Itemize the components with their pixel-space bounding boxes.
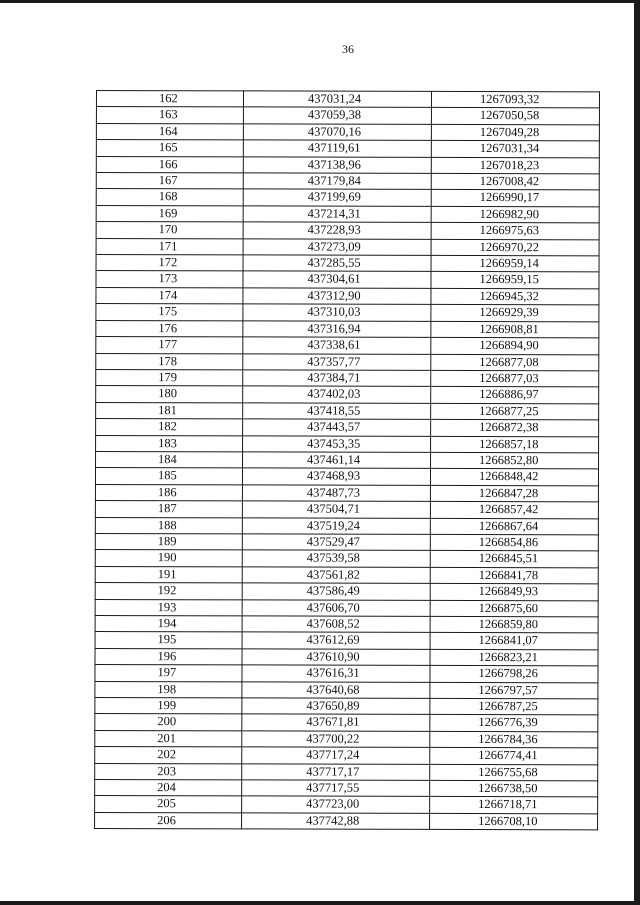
table-row — [96, 189, 599, 207]
scan-edge-bottom — [0, 901, 640, 905]
table-row — [95, 517, 598, 535]
y-coordinate-cell: 1266857,18 — [431, 436, 599, 453]
y-coordinate-cell: 1267031,34 — [431, 141, 599, 158]
y-coordinate-cell: 1266797,57 — [430, 682, 598, 699]
table-row — [95, 730, 598, 748]
table-row — [95, 665, 598, 683]
table-row — [96, 91, 599, 109]
table-row — [95, 533, 598, 551]
y-coordinate-cell: 1266849,93 — [430, 584, 598, 601]
x-coordinate-cell: 437461,14 — [243, 452, 431, 469]
point-number-cell: 162 — [96, 91, 243, 108]
table-row — [95, 796, 598, 814]
table-row — [96, 255, 599, 273]
point-number-cell: 191 — [95, 566, 242, 583]
point-number-cell: 185 — [95, 468, 242, 485]
point-number-cell: 190 — [95, 550, 242, 567]
y-coordinate-cell: 1266982,90 — [431, 206, 599, 223]
y-coordinate-cell: 1266823,21 — [430, 649, 598, 666]
table-row — [95, 714, 598, 732]
point-number-cell: 177 — [96, 337, 243, 354]
table-row — [96, 386, 599, 404]
x-coordinate-cell: 437285,55 — [243, 255, 431, 272]
point-number-cell: 188 — [95, 517, 242, 534]
y-coordinate-cell: 1266798,26 — [430, 666, 598, 683]
y-coordinate-cell: 1266877,25 — [431, 403, 599, 420]
x-coordinate-cell: 437612,69 — [242, 632, 430, 649]
table-row — [95, 632, 598, 650]
x-coordinate-cell: 437453,35 — [243, 435, 431, 452]
y-coordinate-cell: 1266877,03 — [431, 370, 599, 387]
table-row — [96, 304, 599, 322]
x-coordinate-cell: 437312,90 — [243, 288, 431, 305]
table-row — [96, 156, 599, 174]
table-row — [96, 205, 599, 223]
y-coordinate-cell: 1266894,90 — [431, 337, 599, 354]
x-coordinate-cell: 437616,31 — [242, 665, 430, 682]
scan-edge-right — [634, 0, 640, 905]
point-number-cell: 203 — [95, 763, 242, 780]
x-coordinate-cell: 437304,61 — [243, 271, 431, 288]
y-coordinate-cell: 1266867,64 — [430, 518, 598, 535]
point-number-cell: 178 — [96, 353, 243, 370]
point-number-cell: 163 — [96, 107, 243, 124]
table-row — [96, 353, 599, 371]
x-coordinate-cell: 437443,57 — [243, 419, 431, 436]
point-number-cell: 179 — [96, 369, 243, 386]
y-coordinate-cell: 1266908,81 — [431, 321, 599, 338]
table-row — [95, 747, 598, 765]
y-coordinate-cell: 1266852,80 — [431, 452, 599, 469]
point-number-cell: 165 — [96, 140, 243, 157]
point-number-cell: 175 — [96, 304, 243, 321]
table-row — [96, 337, 599, 355]
table-row — [96, 123, 599, 141]
y-coordinate-cell: 1266872,38 — [431, 420, 599, 437]
point-number-cell: 206 — [95, 812, 242, 829]
y-coordinate-cell: 1266929,39 — [431, 305, 599, 322]
table-row — [95, 763, 598, 781]
x-coordinate-cell: 437316,94 — [243, 321, 431, 338]
table-row — [95, 566, 598, 584]
table-row — [95, 780, 598, 798]
point-number-cell: 180 — [96, 386, 243, 403]
point-number-cell: 201 — [95, 730, 242, 747]
table-row — [96, 238, 599, 256]
coordinates-table-body — [95, 91, 600, 831]
point-number-cell: 205 — [95, 796, 242, 813]
x-coordinate-cell: 437487,73 — [242, 485, 430, 502]
point-number-cell: 189 — [95, 533, 242, 550]
x-coordinate-cell: 437650,89 — [242, 698, 430, 715]
x-coordinate-cell: 437539,58 — [242, 550, 430, 567]
table-row — [95, 550, 598, 568]
point-number-cell: 167 — [96, 173, 243, 190]
x-coordinate-cell: 437357,77 — [243, 353, 431, 370]
point-number-cell: 204 — [95, 780, 242, 797]
table-row — [95, 501, 598, 519]
y-coordinate-cell: 1266859,80 — [430, 616, 598, 633]
y-coordinate-cell: 1267093,32 — [431, 91, 599, 108]
point-number-cell: 193 — [95, 599, 242, 616]
y-coordinate-cell: 1266945,32 — [431, 288, 599, 305]
point-number-cell: 198 — [95, 681, 242, 698]
x-coordinate-cell: 437031,24 — [243, 91, 431, 108]
x-coordinate-cell: 437519,24 — [242, 517, 430, 534]
table-row — [96, 320, 599, 338]
table-row — [95, 615, 598, 633]
scan-edge-top — [0, 0, 640, 3]
x-coordinate-cell: 437199,69 — [243, 189, 431, 206]
y-coordinate-cell: 1266959,15 — [431, 272, 599, 289]
y-coordinate-cell: 1266848,42 — [430, 469, 598, 486]
table-row — [95, 812, 598, 830]
point-number-cell: 194 — [95, 615, 242, 632]
table-row — [95, 698, 598, 716]
point-number-cell: 186 — [95, 484, 242, 501]
x-coordinate-cell: 437059,38 — [243, 107, 431, 124]
point-number-cell: 181 — [96, 402, 243, 419]
y-coordinate-cell: 1266738,50 — [430, 780, 598, 797]
y-coordinate-cell: 1266784,36 — [430, 731, 598, 748]
table-row — [96, 107, 599, 125]
y-coordinate-cell: 1266845,51 — [430, 551, 598, 568]
x-coordinate-cell: 437529,47 — [242, 534, 430, 551]
page-number: 36 — [342, 42, 354, 56]
table-row — [96, 140, 599, 158]
point-number-cell: 182 — [96, 419, 243, 436]
point-number-cell: 171 — [96, 238, 243, 255]
y-coordinate-cell: 1266886,97 — [431, 387, 599, 404]
table-row — [95, 599, 598, 617]
y-coordinate-cell: 1266959,14 — [431, 255, 599, 272]
point-number-cell: 184 — [96, 451, 243, 468]
y-coordinate-cell: 1266841,07 — [430, 633, 598, 650]
coordinates-table — [94, 90, 600, 831]
x-coordinate-cell: 437671,81 — [242, 714, 430, 731]
y-coordinate-cell: 1267018,23 — [431, 157, 599, 174]
table-row — [96, 435, 599, 453]
x-coordinate-cell: 437138,96 — [243, 157, 431, 174]
table-row — [95, 648, 598, 666]
table-row — [96, 419, 599, 437]
y-coordinate-cell: 1266975,63 — [431, 223, 599, 240]
x-coordinate-cell: 437468,93 — [242, 468, 430, 485]
y-coordinate-cell: 1266774,41 — [430, 748, 598, 765]
point-number-cell: 170 — [96, 222, 243, 239]
y-coordinate-cell: 1267008,42 — [431, 173, 599, 190]
x-coordinate-cell: 437504,71 — [242, 501, 430, 518]
point-number-cell: 199 — [95, 698, 242, 715]
x-coordinate-cell: 437310,03 — [243, 304, 431, 321]
y-coordinate-cell: 1266854,86 — [430, 534, 598, 551]
y-coordinate-cell: 1266776,39 — [430, 715, 598, 732]
point-number-cell: 192 — [95, 583, 242, 600]
x-coordinate-cell: 437717,17 — [242, 764, 430, 781]
x-coordinate-cell: 437179,84 — [243, 173, 431, 190]
point-number-cell: 173 — [96, 271, 243, 288]
x-coordinate-cell: 437717,55 — [242, 780, 430, 797]
x-coordinate-cell: 437700,22 — [242, 731, 430, 748]
point-number-cell: 176 — [96, 320, 243, 337]
y-coordinate-cell: 1266875,60 — [430, 600, 598, 617]
table-row — [96, 271, 599, 289]
point-number-cell: 195 — [95, 632, 242, 649]
y-coordinate-cell: 1266841,78 — [430, 567, 598, 584]
table-row — [95, 583, 598, 601]
point-number-cell: 202 — [95, 747, 242, 764]
table-row — [96, 287, 599, 305]
x-coordinate-cell: 437742,88 — [242, 813, 430, 830]
table-row — [95, 681, 598, 699]
x-coordinate-cell: 437640,68 — [242, 682, 430, 699]
point-number-cell: 169 — [96, 205, 243, 222]
y-coordinate-cell: 1266970,22 — [431, 239, 599, 256]
x-coordinate-cell: 437273,09 — [243, 239, 431, 256]
point-number-cell: 197 — [95, 665, 242, 682]
y-coordinate-cell: 1267050,58 — [431, 108, 599, 125]
point-number-cell: 187 — [95, 501, 242, 518]
y-coordinate-cell: 1266708,10 — [430, 813, 598, 830]
x-coordinate-cell: 437561,82 — [242, 567, 430, 584]
point-number-cell: 168 — [96, 189, 243, 206]
point-number-cell: 183 — [96, 435, 243, 452]
x-coordinate-cell: 437606,70 — [242, 599, 430, 616]
x-coordinate-cell: 437610,90 — [242, 649, 430, 666]
x-coordinate-cell: 437608,52 — [242, 616, 430, 633]
table-row — [96, 222, 599, 240]
point-number-cell: 174 — [96, 287, 243, 304]
x-coordinate-cell: 437338,61 — [243, 337, 431, 354]
table-row — [95, 468, 598, 486]
y-coordinate-cell: 1267049,28 — [431, 124, 599, 141]
x-coordinate-cell: 437723,00 — [242, 796, 430, 813]
x-coordinate-cell: 437119,61 — [243, 140, 431, 157]
point-number-cell: 196 — [95, 648, 242, 665]
y-coordinate-cell: 1266877,08 — [431, 354, 599, 371]
y-coordinate-cell: 1266755,68 — [430, 764, 598, 781]
y-coordinate-cell: 1266718,71 — [430, 797, 598, 814]
y-coordinate-cell: 1266787,25 — [430, 698, 598, 715]
x-coordinate-cell: 437402,03 — [243, 386, 431, 403]
x-coordinate-cell: 437384,71 — [243, 370, 431, 387]
y-coordinate-cell: 1266847,28 — [430, 485, 598, 502]
point-number-cell: 164 — [96, 123, 243, 140]
x-coordinate-cell: 437717,24 — [242, 747, 430, 764]
y-coordinate-cell: 1266857,42 — [430, 502, 598, 519]
point-number-cell: 166 — [96, 156, 243, 173]
point-number-cell: 200 — [95, 714, 242, 731]
x-coordinate-cell: 437214,31 — [243, 206, 431, 223]
table-row — [96, 173, 599, 191]
x-coordinate-cell: 437228,93 — [243, 222, 431, 239]
table-row — [96, 402, 599, 420]
point-number-cell: 172 — [96, 255, 243, 272]
table-row — [96, 451, 599, 469]
table-row — [95, 484, 598, 502]
y-coordinate-cell: 1266990,17 — [431, 190, 599, 207]
table-row — [96, 369, 599, 387]
x-coordinate-cell: 437070,16 — [243, 124, 431, 141]
x-coordinate-cell: 437418,55 — [243, 403, 431, 420]
x-coordinate-cell: 437586,49 — [242, 583, 430, 600]
